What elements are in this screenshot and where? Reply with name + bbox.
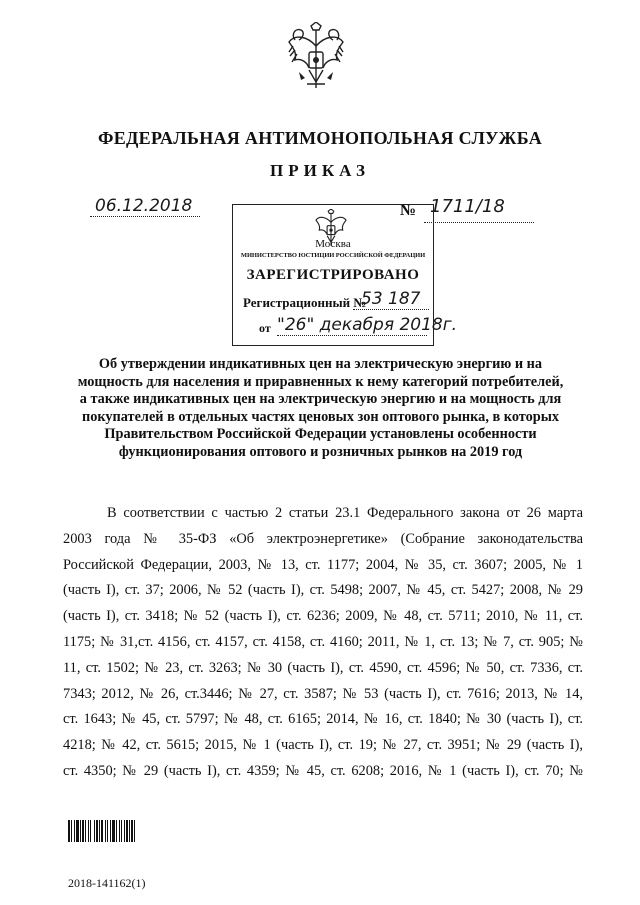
order-date: 06.12.2018 bbox=[95, 196, 193, 216]
agency-name: ФЕДЕРАЛЬНАЯ АНТИМОНОПОЛЬНАЯ СЛУЖБА bbox=[97, 128, 543, 148]
order-title bbox=[48, 356, 593, 461]
order-number: 1711/18 bbox=[430, 196, 505, 217]
number-underline bbox=[424, 222, 534, 223]
stamp-ministry: МИНИСТЕРСТВО ЮСТИЦИИ РОССИЙСКОЙ ФЕДЕРАЦИИ bbox=[240, 252, 426, 259]
stamp-reg-underline bbox=[353, 309, 429, 310]
stamp-status: ЗАРЕГИСТРИРОВАНО bbox=[246, 267, 420, 283]
title-line: Правительством Российской Федерации установлены особенности bbox=[104, 426, 537, 442]
body-paragraph bbox=[63, 501, 583, 785]
title-line: функционирования оптового и розничных рынков на 2019 год bbox=[118, 443, 523, 460]
body-line: 4218; № 42, ст. 5615; 2015, № 1 (часть I), ст. 19; № 27, ст. 3951; № 29 (часть I), bbox=[63, 737, 583, 754]
stamp-from-label: от bbox=[259, 321, 271, 335]
title-line: мощность для населения и приравненных к нему категорий потребителей, bbox=[77, 373, 564, 390]
date-underline bbox=[90, 216, 200, 217]
body-line: В соответствии с частью 2 статьи 23.1 Федерального закона от 26 марта bbox=[107, 505, 583, 521]
body-line: 11, ст. 1502; № 23, ст. 3263; № 30 (часть I), ст. 4590, ст. 4596; № 50, ст. 7336, ст. bbox=[63, 659, 583, 676]
title-line: покупателей в отдельных частях ценовых зон оптового рынка, в которых bbox=[81, 408, 560, 425]
barcode-icon bbox=[68, 820, 137, 842]
body-line: Российской Федерации, 2003, № 13, ст. 1177; 2004, № 35, ст. 3607; 2005, № 1 bbox=[63, 556, 583, 573]
title-line: а также индикативных цен на электрическую энергию и на мощность для bbox=[79, 391, 562, 407]
body-line: (часть I), ст. 37; 2006, № 52 (часть I), ст. 5498; 2007, № 45, ст. 5427; 2008, № 29 bbox=[63, 582, 583, 599]
coat-of-arms-emblem-icon bbox=[285, 22, 347, 94]
body-line: 2003 года № 35-ФЗ «Об электроэнергетике» (Собрание законодательства bbox=[63, 530, 583, 547]
title-line: Об утверждении индикативных цен на электрическую энергию и на bbox=[98, 356, 543, 372]
order-number-sign: № bbox=[400, 202, 417, 219]
document-type: ПРИКАЗ bbox=[270, 161, 370, 180]
stamp-date-underline bbox=[277, 335, 427, 336]
stamp-reg-label: Регистрационный № bbox=[243, 295, 367, 310]
registration-stamp bbox=[232, 204, 458, 346]
document-code: 2018-141162(1) bbox=[68, 876, 146, 890]
body-line: ст. 4350; № 29 (часть I), ст. 4359; № 45, ст. 6208; 2016, № 1 (часть I), ст. 70; № bbox=[63, 762, 583, 779]
stamp-reg-number: 53 187 bbox=[361, 289, 421, 309]
body-line: ст. 1643; № 45, ст. 5797; № 48, ст. 6165; 2014, № 16, ст. 1840; № 30 (часть I), ст. bbox=[63, 711, 583, 728]
stamp-city: Москва bbox=[315, 238, 351, 250]
stamp-reg-date: "26" декабря 2018г. bbox=[277, 315, 458, 335]
body-line: 7343; 2012, № 26, ст.3446; № 27, ст. 3587; № 53 (часть I), ст. 7616; 2013, № 14, bbox=[63, 685, 583, 702]
body-line: 1175; № 31,ст. 4156, ст. 4157, ст. 4158, ст. 4160; 2011, № 1, ст. 13; № 7, ст. 905; № bbox=[63, 633, 583, 650]
body-line: (часть I), ст. 3418; № 52 (часть I), ст. 6236; 2009, № 48, ст. 5711; 2010, № 11, ст. bbox=[63, 608, 583, 625]
